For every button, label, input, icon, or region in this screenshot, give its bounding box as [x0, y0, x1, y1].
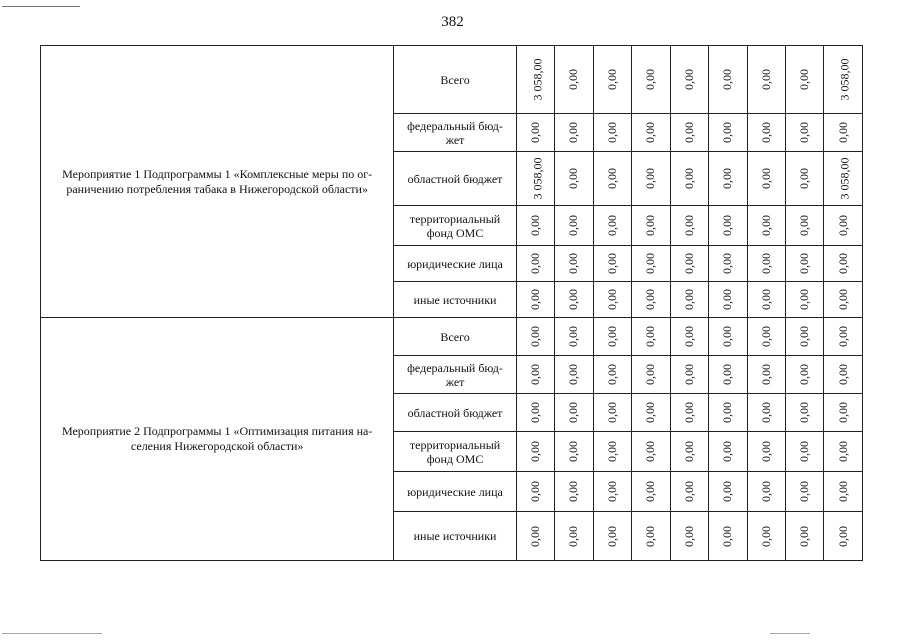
amount-value: 0,00 [643, 69, 658, 90]
measure-title-line: селения Нижегородской области» [130, 439, 304, 453]
amount-value: 3 058,00 [530, 58, 545, 101]
amount-value: 0,00 [604, 69, 619, 90]
amount-value: 0,00 [643, 168, 658, 189]
amount-value: 0,00 [681, 253, 696, 274]
amount-value: 0,00 [566, 481, 581, 502]
amount-value: 0,00 [758, 441, 773, 462]
amount-cell [747, 206, 785, 246]
bottom-scan-line-right [770, 633, 810, 634]
amount-value: 0,00 [758, 364, 773, 385]
budget-table-body [41, 46, 863, 561]
amount-value: 0,00 [528, 326, 542, 347]
funding-source-cell: юридические лица [394, 246, 516, 282]
measure-title-cell [41, 318, 394, 561]
amount-value: 0,00 [797, 441, 812, 462]
amount-value: 0,00 [720, 122, 735, 143]
amount-value: 0,00 [604, 402, 619, 423]
amount-value: 0,00 [604, 326, 619, 347]
amount-cell [747, 356, 785, 394]
amount-value: 0,00 [720, 326, 735, 347]
amount-cell [670, 432, 708, 472]
funding-source-cell: областной бюджет [394, 152, 516, 206]
funding-source-cell: Всего [394, 46, 516, 114]
amount-value: 0,00 [797, 525, 812, 547]
amount-cell [632, 472, 670, 512]
amount-cell [632, 114, 670, 152]
amount-cell [824, 282, 863, 318]
measure-title-line: раничению потребления табака в Нижегородской области» [66, 181, 368, 196]
measure-title-line: Мероприятие 1 Подпрограммы 1 «Комплексные меры по ог- [62, 166, 373, 181]
amount-value: 0,00 [528, 122, 542, 143]
funding-source-cell: юридические лица [394, 472, 516, 512]
amount-cell [824, 114, 863, 152]
amount-cell [824, 512, 863, 561]
amount-value: 0,00 [681, 122, 696, 143]
amount-cell [670, 152, 708, 206]
amount-value: 0,00 [604, 441, 619, 462]
amount-cell [670, 246, 708, 282]
amount-value: 0,00 [758, 215, 773, 236]
amount-cell [785, 512, 823, 561]
amount-cell [593, 246, 631, 282]
amount-cell [824, 152, 863, 206]
amount-value: 0,00 [681, 441, 696, 462]
amount-cell [709, 206, 747, 246]
amount-cell [555, 394, 593, 432]
amount-value: 0,00 [566, 215, 581, 236]
amount-cell [593, 318, 631, 356]
amount-cell [593, 46, 631, 114]
amount-cell [709, 432, 747, 472]
amount-cell [709, 318, 747, 356]
amount-value: 0,00 [643, 215, 658, 236]
amount-cell [747, 46, 785, 114]
funding-source-cell: иные источники [394, 282, 516, 318]
amount-value: 0,00 [720, 215, 735, 236]
funding-source-cell: иные источники [394, 512, 516, 561]
amount-value: 0,00 [797, 481, 812, 502]
amount-value: 0,00 [835, 253, 850, 274]
amount-value: 0,00 [643, 326, 658, 347]
amount-cell [555, 114, 593, 152]
amount-value: 0,00 [797, 215, 812, 236]
amount-cell [670, 46, 708, 114]
amount-value: 0,00 [758, 525, 773, 547]
amount-cell [824, 246, 863, 282]
funding-source-cell: федеральный бюд- жет [394, 356, 516, 394]
amount-cell [824, 356, 863, 394]
amount-cell [632, 512, 670, 561]
amount-value: 0,00 [566, 168, 581, 189]
amount-cell [785, 394, 823, 432]
amount-value: 0,00 [797, 402, 812, 423]
amount-value: 0,00 [720, 168, 735, 189]
amount-cell [747, 318, 785, 356]
amount-cell [632, 282, 670, 318]
amount-cell [516, 246, 554, 282]
amount-cell [824, 472, 863, 512]
amount-cell [632, 394, 670, 432]
amount-value: 0,00 [835, 525, 850, 547]
amount-cell [516, 152, 554, 206]
amount-cell [709, 152, 747, 206]
amount-value: 0,00 [604, 168, 619, 189]
amount-cell [709, 246, 747, 282]
amount-value: 0,00 [835, 441, 850, 462]
amount-value: 0,00 [720, 253, 735, 274]
amount-cell [709, 394, 747, 432]
amount-cell [555, 356, 593, 394]
amount-cell [824, 318, 863, 356]
amount-cell [593, 114, 631, 152]
amount-cell [516, 394, 554, 432]
table-row [41, 318, 863, 356]
amount-cell [593, 152, 631, 206]
amount-value: 0,00 [758, 253, 773, 274]
amount-cell [747, 282, 785, 318]
amount-value: 3 058,00 [837, 58, 852, 101]
amount-value: 0,00 [604, 364, 619, 385]
amount-cell [747, 432, 785, 472]
funding-source-cell: Всего [394, 318, 516, 356]
amount-value: 0,00 [835, 289, 850, 310]
amount-cell [555, 206, 593, 246]
amount-cell [593, 432, 631, 472]
amount-value: 0,00 [643, 122, 658, 143]
amount-cell [632, 318, 670, 356]
amount-value: 0,00 [835, 215, 850, 236]
amount-cell [709, 512, 747, 561]
amount-value: 0,00 [681, 289, 696, 310]
amount-value: 0,00 [758, 122, 773, 143]
amount-cell [555, 318, 593, 356]
funding-source-cell: территориальный фонд ОМС [394, 432, 516, 472]
amount-cell [785, 246, 823, 282]
amount-value: 0,00 [758, 289, 773, 310]
amount-cell [785, 46, 823, 114]
amount-value: 0,00 [604, 525, 619, 547]
amount-cell [632, 152, 670, 206]
amount-cell [747, 114, 785, 152]
amount-value: 0,00 [604, 253, 619, 274]
amount-cell [670, 206, 708, 246]
funding-source-cell: областной бюджет [394, 394, 516, 432]
amount-cell [632, 46, 670, 114]
amount-cell [747, 512, 785, 561]
amount-value: 0,00 [643, 364, 658, 385]
amount-value: 0,00 [797, 289, 812, 310]
amount-value: 0,00 [643, 481, 658, 502]
amount-cell [747, 246, 785, 282]
amount-cell [516, 46, 554, 114]
amount-value: 0,00 [566, 364, 581, 385]
amount-cell [516, 114, 554, 152]
amount-value: 0,00 [566, 441, 581, 462]
amount-value: 0,00 [758, 168, 773, 189]
amount-cell [670, 114, 708, 152]
amount-value: 0,00 [528, 481, 542, 502]
top-scan-line [2, 6, 80, 7]
amount-value: 0,00 [566, 69, 581, 90]
amount-cell [670, 318, 708, 356]
amount-cell [555, 432, 593, 472]
amount-cell [516, 206, 554, 246]
amount-cell [670, 394, 708, 432]
amount-cell [709, 472, 747, 512]
amount-cell [632, 432, 670, 472]
amount-cell [670, 282, 708, 318]
amount-value: 0,00 [797, 122, 812, 143]
amount-value: 0,00 [681, 215, 696, 236]
amount-cell [709, 114, 747, 152]
amount-value: 0,00 [835, 481, 850, 502]
amount-cell [593, 356, 631, 394]
amount-value: 0,00 [528, 364, 542, 385]
measure-title-line: Мероприятие 2 Подпрограммы 1 «Оптимизация питания на- [61, 424, 373, 438]
amount-value: 3 058,00 [530, 157, 545, 200]
amount-cell [516, 432, 554, 472]
amount-value: 0,00 [528, 525, 542, 547]
amount-cell [632, 246, 670, 282]
amount-value: 0,00 [566, 122, 581, 143]
amount-cell [824, 394, 863, 432]
amount-cell [593, 512, 631, 561]
amount-value: 0,00 [797, 253, 812, 274]
amount-value: 0,00 [566, 525, 581, 547]
amount-value: 0,00 [758, 481, 773, 502]
amount-value: 0,00 [758, 69, 773, 90]
amount-value: 0,00 [528, 441, 542, 462]
amount-cell [785, 356, 823, 394]
amount-value: 0,00 [643, 402, 658, 423]
amount-value: 0,00 [604, 481, 619, 502]
amount-cell [785, 318, 823, 356]
amount-value: 0,00 [643, 289, 658, 310]
amount-value: 0,00 [643, 253, 658, 274]
amount-value: 0,00 [835, 122, 850, 143]
amount-cell [785, 114, 823, 152]
amount-value: 0,00 [604, 289, 619, 310]
amount-cell [632, 356, 670, 394]
amount-value: 0,00 [720, 289, 735, 310]
amount-value: 0,00 [566, 289, 581, 310]
amount-value: 0,00 [681, 481, 696, 502]
bottom-scan-line [2, 633, 102, 634]
amount-cell [516, 318, 554, 356]
amount-cell [709, 46, 747, 114]
funding-source-cell: федеральный бюд- жет [394, 114, 516, 152]
amount-cell [593, 206, 631, 246]
amount-cell [785, 472, 823, 512]
amount-cell [593, 394, 631, 432]
funding-source-cell: территориальный фонд ОМС [394, 206, 516, 246]
amount-cell [555, 472, 593, 512]
amount-cell [516, 472, 554, 512]
amount-value: 0,00 [835, 402, 850, 423]
amount-value: 0,00 [528, 289, 542, 310]
amount-value: 0,00 [681, 525, 696, 547]
amount-cell [516, 356, 554, 394]
amount-cell [632, 206, 670, 246]
amount-value: 0,00 [681, 168, 696, 189]
amount-value: 0,00 [797, 168, 812, 189]
amount-cell [516, 282, 554, 318]
amount-value: 0,00 [797, 364, 812, 385]
amount-cell [824, 432, 863, 472]
amount-value: 0,00 [720, 525, 735, 547]
amount-cell [555, 282, 593, 318]
amount-cell [516, 512, 554, 561]
amount-value: 0,00 [566, 253, 581, 274]
amount-cell [824, 46, 863, 114]
amount-value: 0,00 [604, 122, 619, 143]
amount-cell [785, 152, 823, 206]
amount-cell [670, 472, 708, 512]
amount-value: 0,00 [681, 402, 696, 423]
amount-value: 0,00 [681, 69, 696, 90]
amount-value: 0,00 [720, 69, 735, 90]
amount-cell [747, 472, 785, 512]
amount-value: 0,00 [604, 215, 619, 236]
amount-cell [593, 472, 631, 512]
amount-value: 0,00 [797, 326, 812, 347]
amount-cell [785, 206, 823, 246]
amount-value: 0,00 [643, 441, 658, 462]
amount-cell [555, 512, 593, 561]
amount-value: 0,00 [720, 364, 735, 385]
amount-cell [824, 206, 863, 246]
amount-value: 3 058,00 [837, 157, 852, 200]
amount-cell [709, 282, 747, 318]
amount-value: 0,00 [566, 326, 581, 347]
amount-cell [785, 282, 823, 318]
amount-value: 0,00 [566, 402, 581, 423]
amount-value: 0,00 [758, 402, 773, 423]
amount-cell [555, 246, 593, 282]
amount-cell [747, 394, 785, 432]
amount-cell [593, 282, 631, 318]
amount-cell [670, 356, 708, 394]
amount-value: 0,00 [528, 215, 542, 236]
amount-value: 0,00 [835, 326, 850, 347]
amount-value: 0,00 [528, 402, 542, 423]
measure-title-cell [41, 46, 394, 318]
table-row [41, 46, 863, 114]
amount-value: 0,00 [681, 326, 696, 347]
amount-value: 0,00 [720, 481, 735, 502]
amount-value: 0,00 [681, 364, 696, 385]
amount-value: 0,00 [758, 326, 773, 347]
amount-value: 0,00 [720, 441, 735, 462]
amount-cell [709, 356, 747, 394]
amount-value: 0,00 [797, 69, 812, 90]
page-number: 382 [441, 14, 464, 30]
amount-cell [670, 512, 708, 561]
amount-value: 0,00 [643, 525, 658, 547]
amount-value: 0,00 [720, 402, 735, 423]
amount-value: 0,00 [528, 253, 542, 274]
budget-table [40, 45, 863, 561]
amount-cell [747, 152, 785, 206]
amount-cell [555, 46, 593, 114]
amount-cell [785, 432, 823, 472]
amount-cell [555, 152, 593, 206]
amount-value: 0,00 [835, 364, 850, 385]
